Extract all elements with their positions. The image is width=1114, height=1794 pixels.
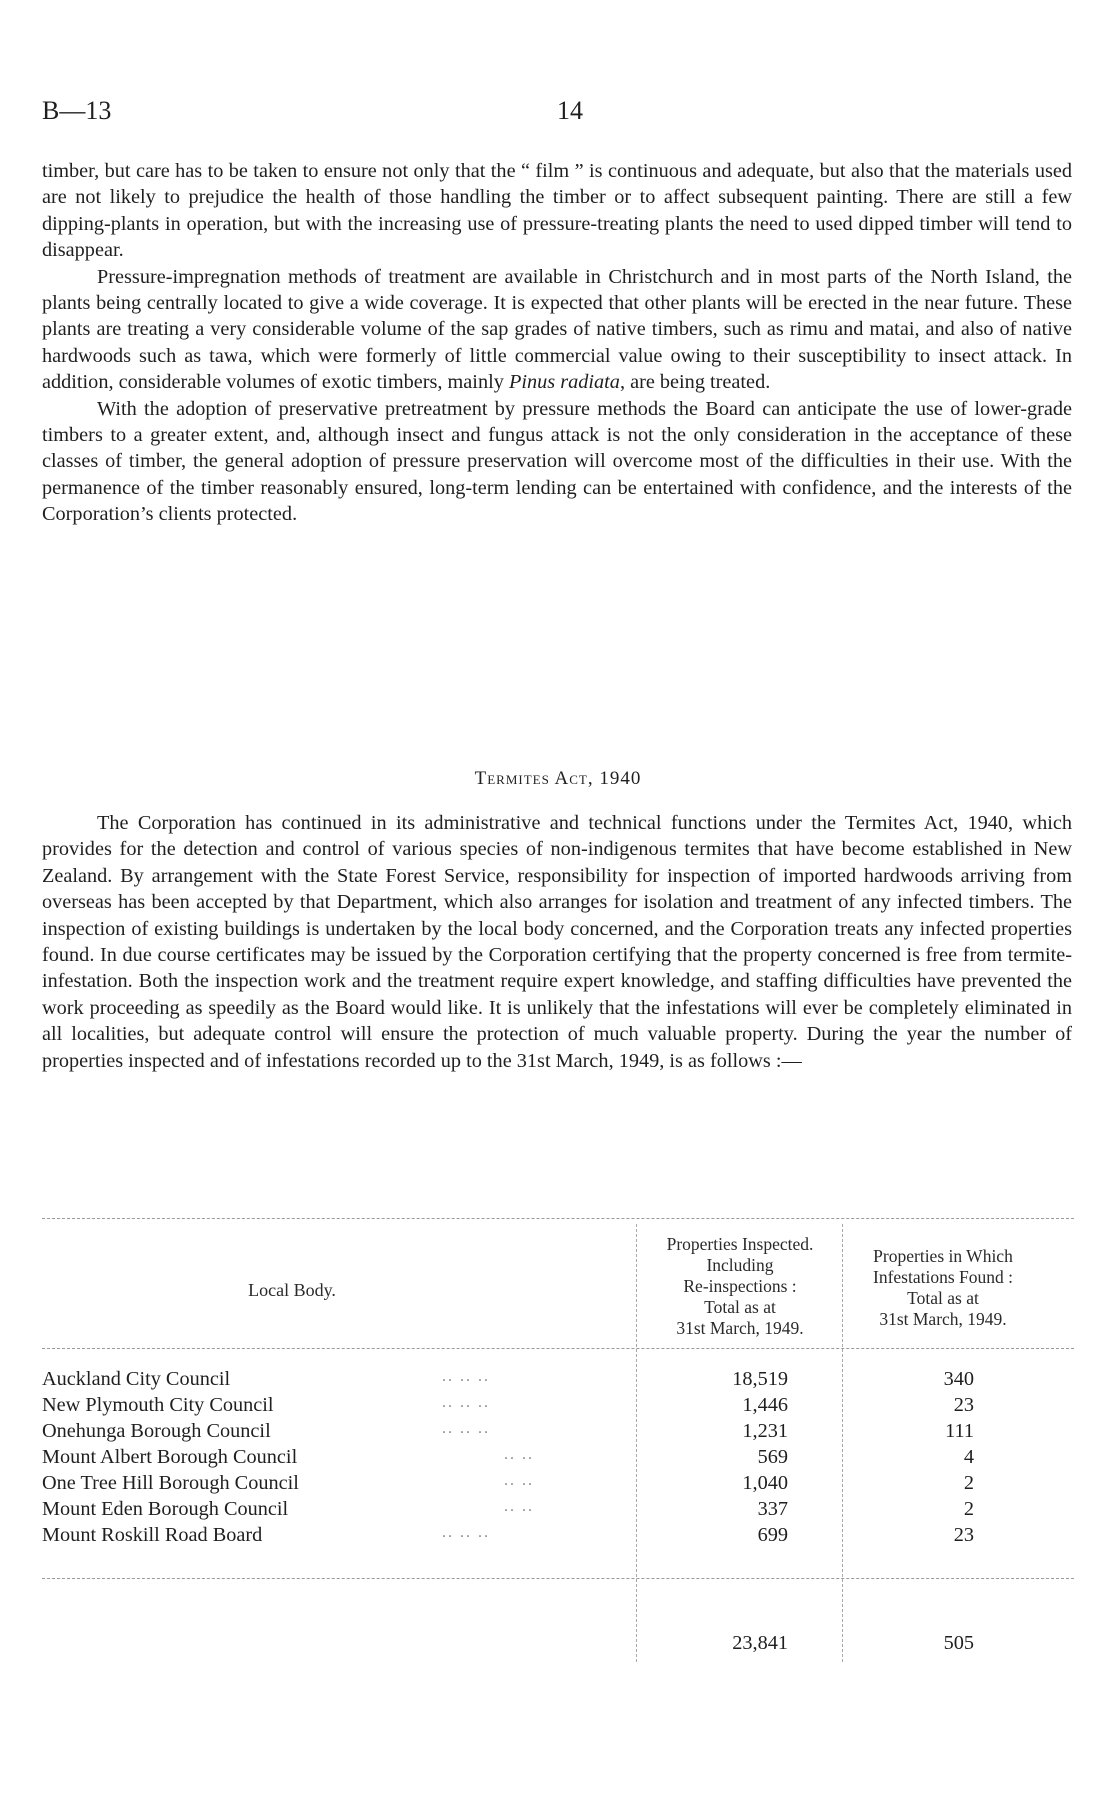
table-row [42, 1446, 1074, 1472]
row-local-body: New Plymouth City Council [42, 1394, 274, 1416]
row-infestations: 2 [963, 1498, 974, 1520]
row-inspected: 569 [757, 1446, 788, 1468]
table-top-rule [42, 1218, 1074, 1219]
row-leaders: .. .. [504, 1472, 534, 1489]
paragraph-2-text-after: , are being treated. [619, 371, 771, 394]
row-inspected: 337 [757, 1498, 788, 1520]
paragraph-1: timber, but care has to be taken to ensure not only that the “ film ” is continuous and adequate, but also that the materials used are not likely to prejudice the health of those handling the timber or to affect subsequent painting. There are still a few dipping-plants in operation, but with the increasing use of pressure-treating plants the need to used dipped timber will tend to disappear. [42, 160, 1072, 262]
page-header [42, 96, 1074, 136]
row-infestations: 23 [953, 1524, 974, 1546]
row-local-body: Auckland City Council [42, 1368, 231, 1390]
row-infestations: 111 [945, 1420, 974, 1442]
table-row [42, 1394, 1074, 1420]
header-inspected-line-1: Properties Inspected. [666, 1234, 814, 1254]
row-infestations: 23 [953, 1394, 974, 1416]
row-local-body: Mount Eden Borough Council [42, 1498, 289, 1520]
header-inspected-line-2: Including [706, 1255, 774, 1275]
row-local-body: Mount Albert Borough Council [42, 1446, 298, 1468]
header-local-body: Local Body. [248, 1280, 336, 1300]
paragraph-2-italic: Pinus radiata [508, 371, 620, 394]
table-row [42, 1420, 1074, 1446]
row-leaders: .. .. [504, 1446, 534, 1463]
row-inspected: 1,446 [742, 1394, 788, 1416]
row-inspected: 699 [757, 1524, 788, 1546]
header-inspected-line-3: Re-inspections : [683, 1276, 797, 1296]
header-infestations-line-1: Properties in Which [873, 1246, 1013, 1266]
row-leaders: .. .. .. [442, 1368, 490, 1385]
row-local-body: One Tree Hill Borough Council [42, 1472, 299, 1494]
total-infestations: 505 [943, 1632, 974, 1654]
row-inspected: 18,519 [732, 1368, 788, 1390]
row-leaders: .. .. .. [442, 1524, 490, 1541]
table-row [42, 1368, 1074, 1394]
table-row [42, 1524, 1074, 1550]
table-totals-rule [42, 1578, 1074, 1579]
header-inspected-line-4: Total as at [704, 1297, 776, 1317]
row-infestations: 2 [963, 1472, 974, 1494]
document-reference: B—13 [42, 96, 112, 125]
table-header-rule [42, 1348, 1074, 1349]
header-infestations-line-4: 31st March, 1949. [879, 1309, 1007, 1329]
row-infestations: 4 [963, 1446, 974, 1468]
header-infestations-found [848, 1246, 1038, 1330]
row-inspected: 1,231 [742, 1420, 788, 1442]
row-local-body: Onehunga Borough Council [42, 1420, 271, 1442]
row-leaders: .. .. [504, 1498, 534, 1515]
section-body [42, 810, 1072, 1074]
row-local-body: Mount Roskill Road Board [42, 1524, 263, 1546]
paragraph-2 [42, 264, 1072, 396]
table-totals-row [42, 1632, 1074, 1658]
paragraph-3: With the adoption of preservative pretreatment by pressure methods the Board can anticipate the use of lower-grade timbers to a greater extent, and, although insect and fungus attack is not the only consideration in the acceptance of these classes of timber, the general adoption of pressure preservation will overcome most of the difficulties in their use. With the permanence of the timber reasonably ensured, long-term lending can be entertained with confidence, and the interests of the Corporation’s clients protected. [42, 397, 1072, 526]
header-properties-inspected [640, 1234, 840, 1339]
page-number: 14 [557, 96, 583, 125]
header-inspected-line-5: 31st March, 1949. [676, 1318, 804, 1338]
row-leaders: .. .. .. [442, 1420, 490, 1437]
body-text [42, 158, 1072, 528]
header-infestations-line-3: Total as at [907, 1288, 979, 1308]
table-row [42, 1498, 1074, 1524]
total-inspected: 23,841 [732, 1632, 788, 1654]
row-infestations: 340 [943, 1368, 974, 1390]
row-leaders: .. .. .. [442, 1394, 490, 1411]
section-heading: Termites Act, 1940 [474, 768, 642, 789]
row-inspected: 1,040 [742, 1472, 788, 1494]
table-row [42, 1472, 1074, 1498]
section-paragraph: The Corporation has continued in its administrative and technical functions under the Termites Act, 1940, which provides for the detection and control of various species of non-indigenous termites that have become established in New Zealand. By arrangement with the State Forest Service, responsibility for inspection of imported hardwoods arriving from overseas has been accepted by that Department, which also arranges for isolation and treatment of any infected timbers. The inspection of existing buildings is undertaken by the local body concerned, and the Corporation treats any infected properties found. In due course certificates may be issued by the Corporation certifying that the property concerned is free from termite-infestation. Both the inspection work and the treatment require expert knowledge, and staffing difficulties have prevented the work proceeding as speedily as the Board would like. It is unlikely that the infestations will ever be completely eliminated in all localities, but adequate control will ensure the protection of much valuable property. During the year the number of properties inspected and of infestations recorded up to the 31st March, 1949, is as follows :— [42, 812, 1072, 1072]
header-infestations-line-2: Infestations Found : [873, 1267, 1013, 1287]
paragraph-2-text-before: Pressure-impregnation methods of treatment are available in Christchurch and in most parts of the North Island, the plants being centrally located to give a wide coverage. It is expected that other plants will be erected in the near future. These plants are treating a very considerable volume of the sap grades of native timbers, such as rimu and matai, and also of native hardwoods such as tawa, which were formerly of little commercial value owing to their susceptibility to insect attack. In addition, considerable volumes of exotic timbers, mainly [42, 265, 1072, 394]
